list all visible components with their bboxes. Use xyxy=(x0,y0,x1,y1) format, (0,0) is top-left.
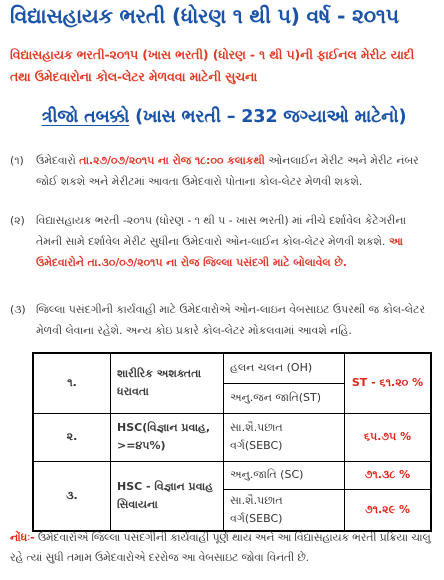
page-title: વિદ્યાસહાયક ભરતી (ધોરણ ૧ થી ૫) વર્ષ - ૨૦૧૫ xyxy=(10,4,399,28)
row-merit-value: ૭૧.૨૯ % xyxy=(345,489,432,531)
row-number: ૧. xyxy=(33,353,111,413)
note-text: ઉમેદવારોએ જિલ્લા પસંદગીની કાર્યવાહી પૂર્ણ થાય અને આ વિદ્યાસહાયક ભરતી પ્રક્રિયા ચાલુ રહે ત્યાં સુધી તમામ ઉમેદવારોએ દરરોજ આ વેબસાઇટ જોવા વિનંતી છે. xyxy=(10,531,431,564)
row-group: હલન ચલન (OH) xyxy=(224,353,345,383)
row-category: HSC - વિજ્ઞાન પ્રવાહ સિવાયના xyxy=(111,461,224,531)
item-highlight: તા.૨૭/૦૭/૨૦૧૫ ના રોજ ૧૮:૦૦ કલાકથી xyxy=(79,154,265,167)
footer-note xyxy=(10,528,434,568)
item-number: (૩) xyxy=(10,303,26,316)
table-row xyxy=(33,413,431,461)
row-category: HSC(વિજ્ઞાન પ્રવાહ, >=૪૫%) xyxy=(111,413,224,461)
merit-table xyxy=(32,352,432,532)
instruction-item-2 xyxy=(10,210,434,273)
item-text-pre: જિલ્લા પસંદગીની કાર્યવાહી માટે ઉમેદવારોએ ઓન-લાઇન વેબસાઇટ ઉપરથી જ કોલ-લેટર મેળવી લેવાના રહેશે. અન્ય કોઇ પ્રકારે કોલ-લેટર મોકલવામાં આવશે નહિ. xyxy=(36,303,425,337)
row-group: સા.શૈ.પછાત વર્ગ(SEBC) xyxy=(224,413,345,461)
row-merit-value: ST - ૬૧.૨૦ % xyxy=(345,353,432,413)
row-merit-value: ૬૫.૭૫ % xyxy=(345,413,432,461)
row-number: ૩. xyxy=(33,461,111,531)
item-text-post: ઓનલાઈન મેરીટ અને મેરીટ નંબર જોઈ શકશે અને મેરીટમાં આવતા ઉમેદવારો પોતાના કોલ-લેટર મેળવી શકશે. xyxy=(36,154,419,188)
item-number: (૨) xyxy=(10,214,25,227)
instruction-item-1 xyxy=(10,150,434,192)
item-highlight: આ ઉમેદવારોને તા.૩૦/૦૭/૨૦૧૫ ના રોજ જિલ્લા પસંદગી માટે બોલાવેલ છે. xyxy=(36,235,403,269)
item-text xyxy=(36,210,434,273)
notice-heading: વિદ્યાસહાયક ભરતી-૨૦૧૫ (ખાસ ભરતી) (ધોરણ - ૧ થી ૫)ની ફાઈનલ મેરીટ યાદી તથા ઉમેદવારોના કોલ-લેટર મેળવવા માટેની સુચના xyxy=(10,47,415,84)
item-text xyxy=(36,150,434,192)
table-row xyxy=(33,461,431,489)
phase-heading xyxy=(28,107,420,127)
item-text-pre: વિદ્યાસહાયક ભરતી -૨૦૧૫ (ધોરણ - ૧ થી ૫ - ખાસ ભરતી) માં નીચે દર્શાવેલ કેટેગરીના તેમની સામે દર્શાવેલ મેરીટ સુધીના ઉમેદવારો ઓન-લાઈન કોલ-લેટર મેળવી શકશે. xyxy=(36,214,407,248)
note-label: નોંધઃ- xyxy=(10,531,35,544)
row-group: અનુ.જાતિ (SC) xyxy=(224,461,345,489)
item-text xyxy=(36,299,434,341)
row-number: ૨. xyxy=(33,413,111,461)
item-text-pre: ઉમેદવારો xyxy=(36,154,80,167)
row-group: સા.શૈ.પછાત વર્ગ(SEBC) xyxy=(224,489,345,531)
instruction-item-3 xyxy=(10,299,434,341)
row-group: અનુ.જન જાતિ(ST) xyxy=(224,383,345,413)
row-merit-value: ૭૧.૩૮ % xyxy=(345,461,432,489)
item-number: (૧) xyxy=(10,154,24,167)
phase-detail: (ખાસ ભરતી – 232 જગ્યાઓ માટેનો) xyxy=(129,107,407,127)
phase-label: ત્રીજો તબક્કો xyxy=(41,107,130,127)
row-category: શારીરિક અશક્તતા ધરાવતા xyxy=(111,353,224,413)
table-row xyxy=(33,353,431,383)
